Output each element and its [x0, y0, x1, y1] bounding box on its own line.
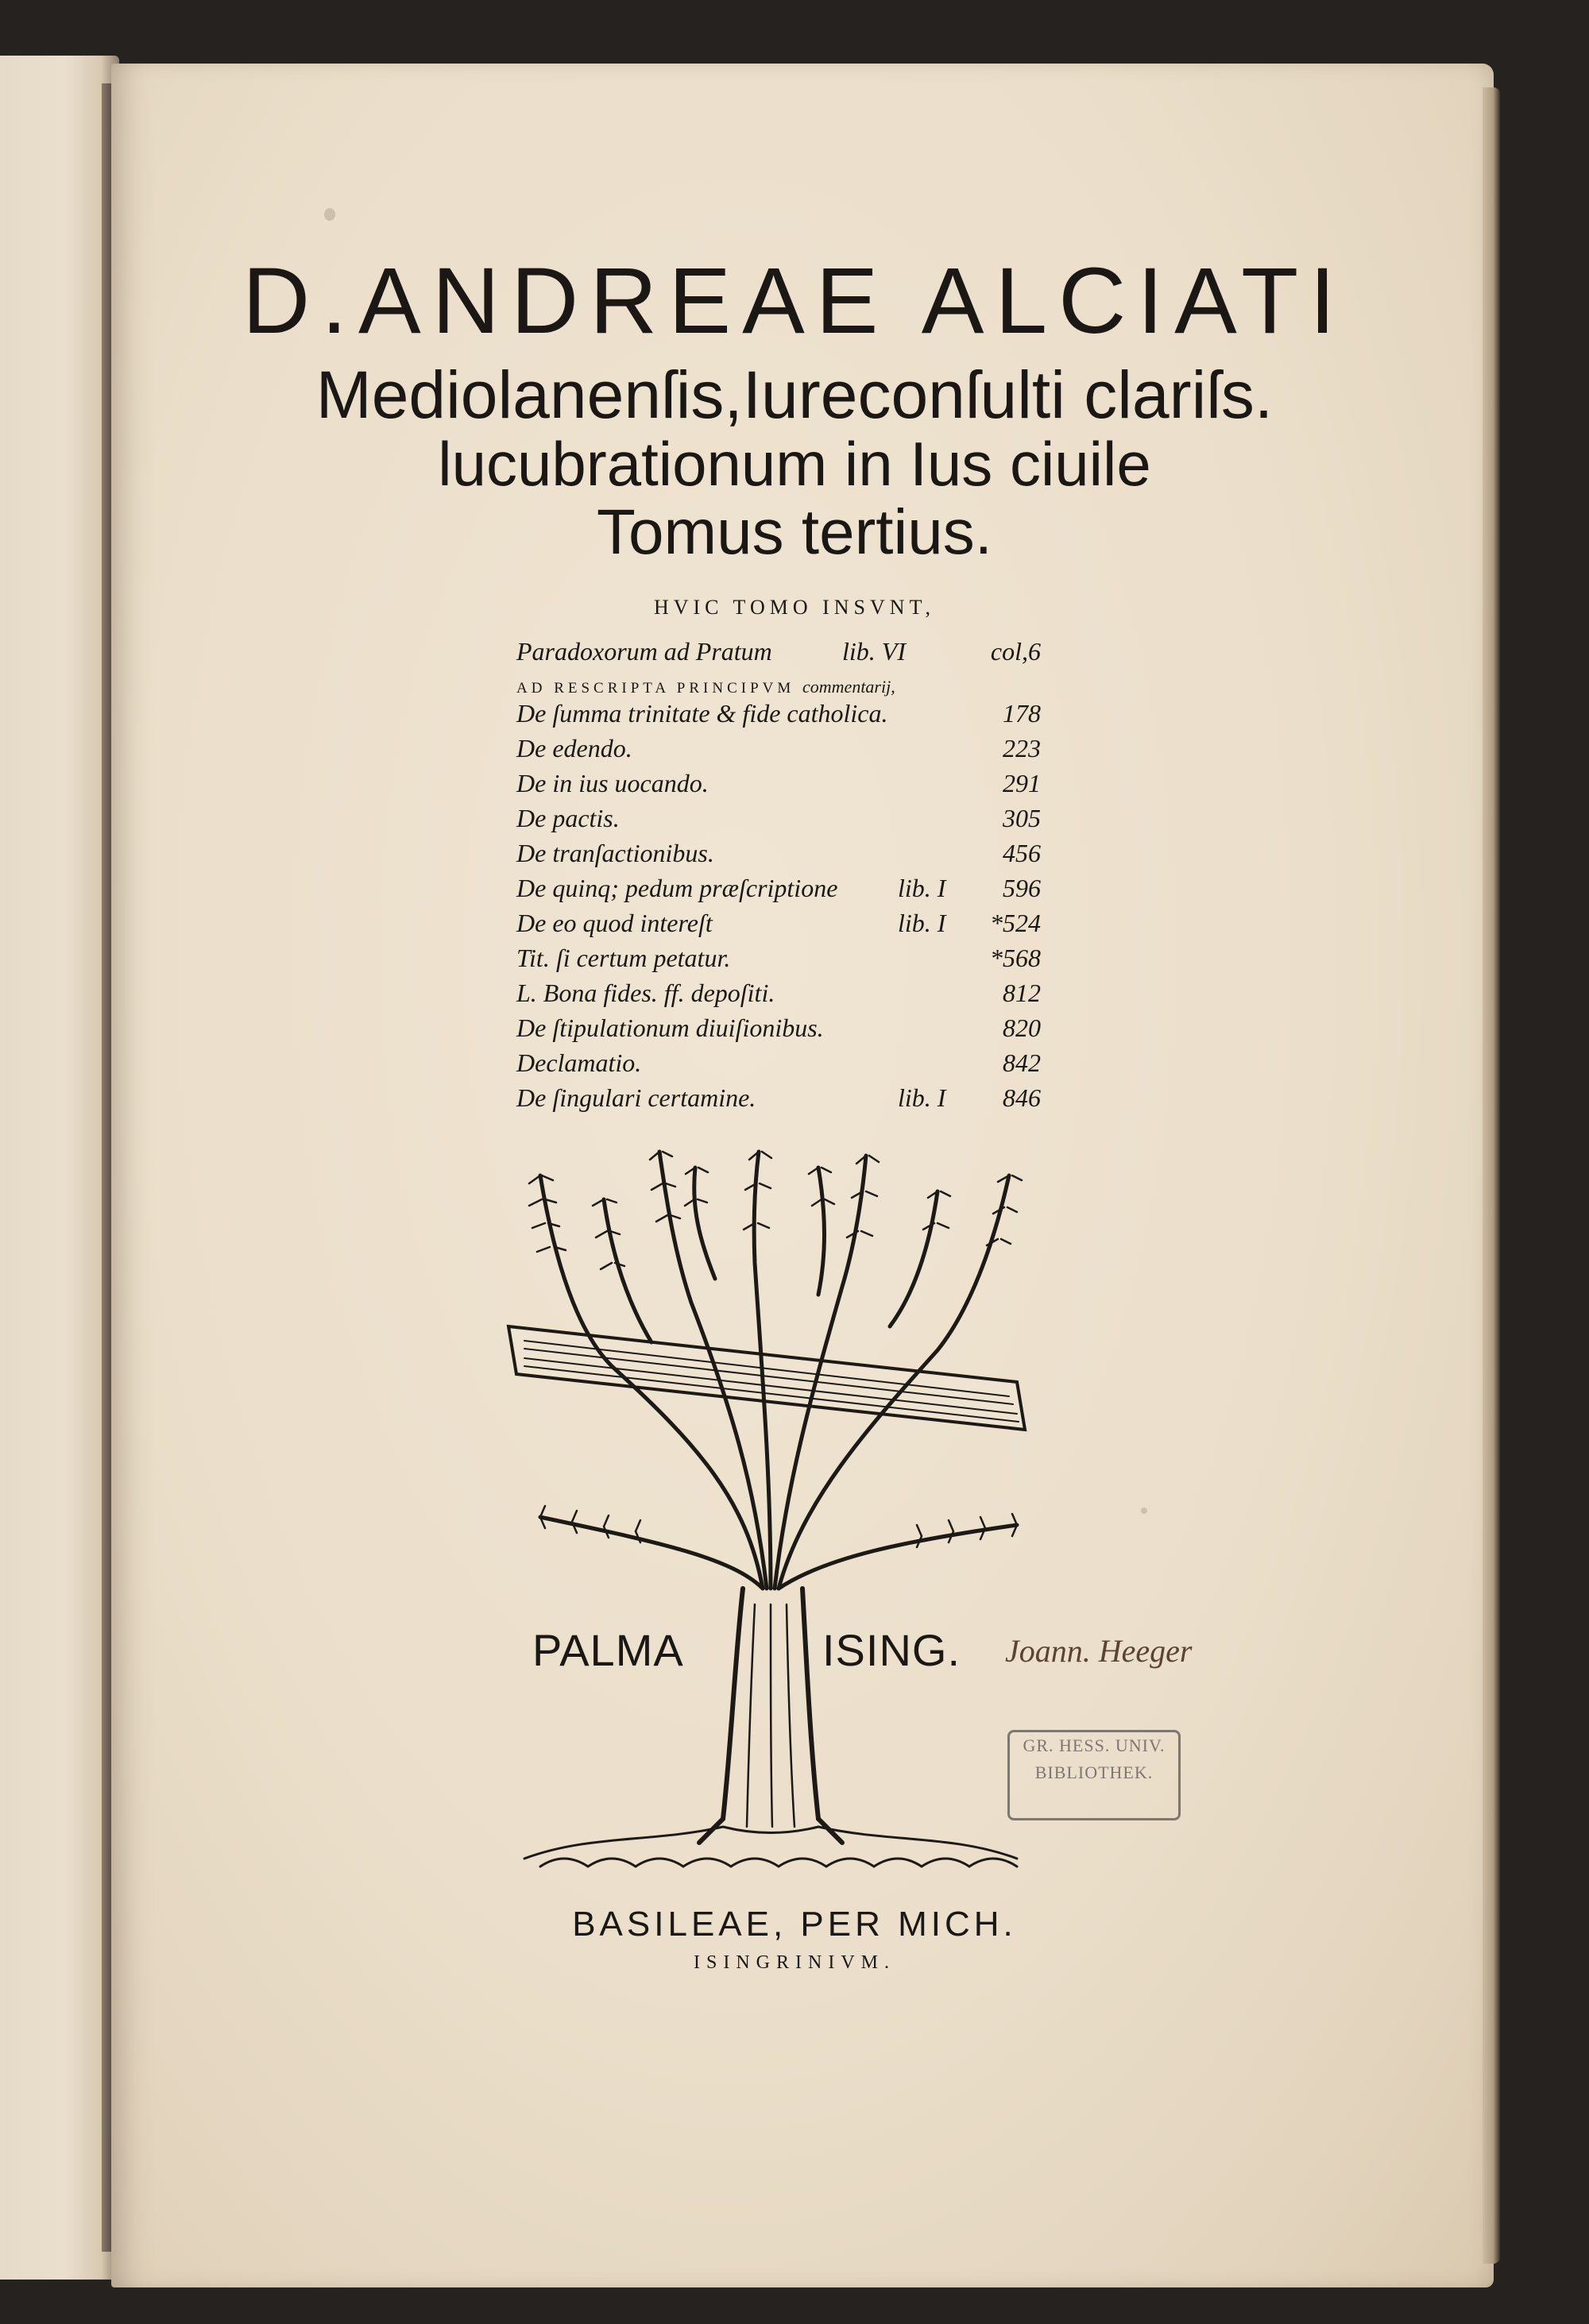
- contents-row: [516, 767, 1041, 799]
- title-line-4: Tomus tertius.: [597, 496, 992, 567]
- row-col: 842: [1003, 1048, 1041, 1077]
- row-col: 846: [1003, 1083, 1041, 1112]
- row-col: 456: [1003, 839, 1041, 867]
- row-title: De ſumma trinitate & fide catholica.: [516, 699, 888, 728]
- row-title: De tranſactionibus.: [516, 839, 714, 867]
- ad-rescripta-italic: commentarij,: [802, 677, 895, 697]
- row-col: 305: [1003, 804, 1041, 832]
- row-col: 291: [1003, 769, 1041, 797]
- foxing-spot: [1141, 1508, 1147, 1514]
- contents-row: [516, 1047, 1041, 1079]
- ad-rescripta-heading: [516, 675, 1041, 699]
- contents-row: [516, 942, 1041, 974]
- contents-row: [516, 872, 1041, 904]
- handwritten-signature: Joann. Heeger: [1005, 1633, 1193, 1669]
- contents-row: [516, 837, 1041, 869]
- imprint-line-2: ISINGRINIVM.: [694, 1952, 895, 1973]
- imprint-line-1: BASILEAE, PER MICH.: [572, 1905, 1017, 1944]
- row-title: De quinq; pedum præſcriptione: [516, 874, 838, 902]
- row-col: 820: [1003, 1013, 1041, 1042]
- contents-row: [516, 802, 1041, 834]
- row-title: De ſingulari certamine.: [516, 1083, 756, 1112]
- row-lib: lib. I: [898, 909, 946, 937]
- contents-row: [516, 1012, 1041, 1044]
- row-col: 178: [1003, 699, 1041, 728]
- row-title: De pactis.: [516, 804, 620, 832]
- row-lib: lib. I: [898, 874, 946, 902]
- stamp-line-2: BIBLIOTHEK.: [1034, 1762, 1154, 1782]
- contents-row: [516, 697, 1041, 729]
- contents-row: [516, 1082, 1041, 1114]
- palm-tree-woodcut: [493, 1144, 1049, 1874]
- row-col: 223: [1003, 734, 1041, 762]
- roots: [524, 1827, 1017, 1867]
- ad-rescripta-caps: AD RESCRIPTA PRINCIPVM: [516, 680, 795, 697]
- row-col: *568: [990, 944, 1041, 972]
- contents-row: [516, 977, 1041, 1009]
- row-title: Declamatio.: [516, 1048, 642, 1077]
- foxing-spot: [324, 208, 335, 221]
- row-lib: lib. I: [898, 1083, 946, 1112]
- row-col: 596: [1003, 874, 1041, 902]
- title-line-2: Mediolanenſis,Iureconſulti clariſs.: [315, 357, 1274, 432]
- row-title: De edendo.: [516, 734, 632, 762]
- contents-heading: HVIC TOMO INSVNT,: [653, 596, 936, 619]
- row-col: 812: [1003, 979, 1041, 1007]
- contents-row: [516, 732, 1041, 764]
- contents-row: [516, 635, 1041, 667]
- row-col: col,6: [990, 637, 1041, 666]
- row-title: Tit. ſi certum petatur.: [516, 944, 731, 972]
- title-line-1: D.ANDREAE ALCIATI: [242, 249, 1347, 353]
- row-col: *524: [990, 909, 1041, 937]
- row-title: De ſtipulationum diuiſionibus.: [516, 1013, 824, 1042]
- row-title: De eo quod intereſt: [516, 909, 713, 937]
- row-title: L. Bona fides. ff. depoſiti.: [516, 979, 775, 1007]
- title-line-3: lucubrationum in Ius ciuile: [438, 429, 1151, 499]
- row-title: Paradoxorum ad Pratum: [516, 637, 772, 666]
- row-lib: lib. VI: [842, 637, 906, 666]
- stamp-line-1: GR. HESS. UNIV.: [1023, 1735, 1166, 1755]
- contents-row: [516, 907, 1041, 939]
- device-left-word: PALMA: [532, 1625, 684, 1675]
- row-title: De in ius uocando.: [516, 769, 709, 797]
- device-right-word: ISING.: [822, 1625, 961, 1675]
- library-stamp: [1007, 1730, 1181, 1820]
